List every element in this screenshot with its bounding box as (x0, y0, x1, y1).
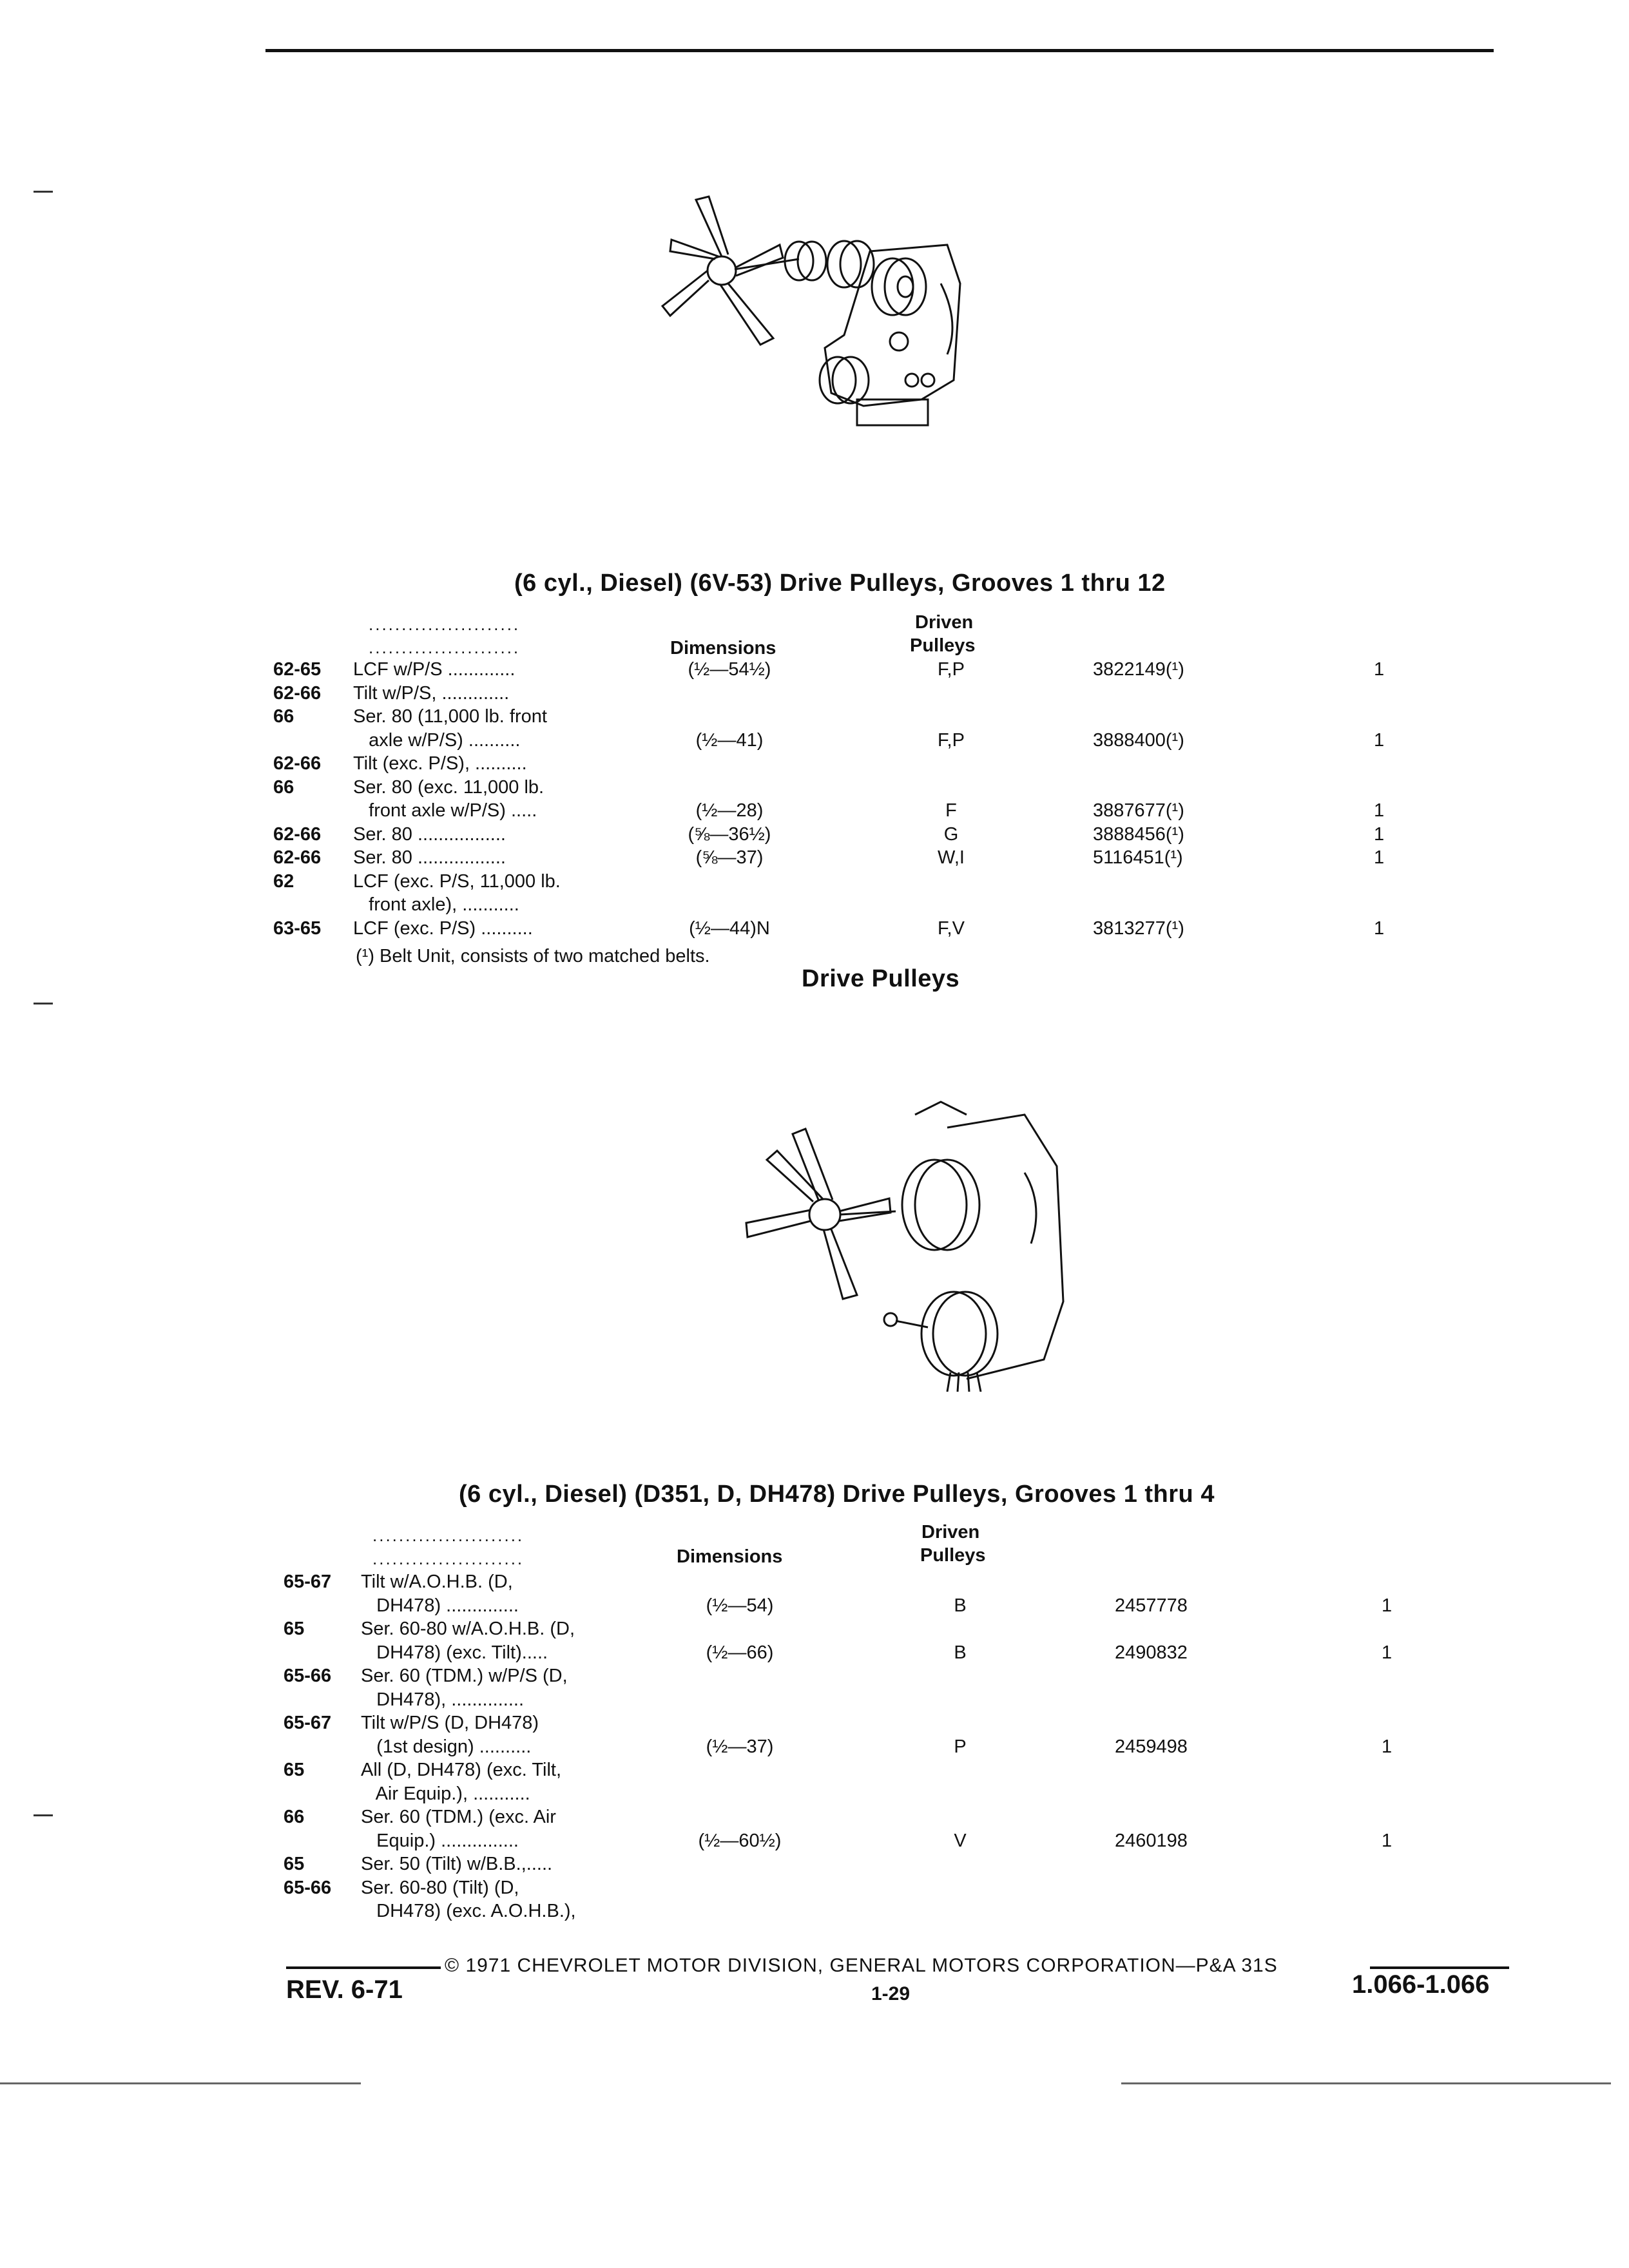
row-description: Tilt (exc. P/S), .......... (353, 753, 527, 774)
row-description: Tilt w/P/S, ............. (353, 682, 510, 704)
bottom-rule-right (1121, 2082, 1611, 2084)
row-description: Ser. 80 ................. (353, 847, 506, 868)
row-description: Ser. 80 (exc. 11,000 lb. (353, 776, 545, 798)
column-header-dimensions: Dimensions (670, 638, 776, 658)
row-quantity: 1 (1382, 1642, 1393, 1663)
row-part-number: 3888400(¹) (1093, 729, 1184, 751)
row-driven-pulleys: F,P (938, 729, 965, 751)
row-description: Equip.) ............... (361, 1830, 519, 1851)
row-quantity: 1 (1374, 659, 1385, 680)
row-driven-pulleys: W,I (938, 847, 965, 868)
row-description: Ser. 50 (Tilt) w/B.B.,..... (361, 1854, 553, 1874)
row-year: 65-67 (284, 1571, 332, 1592)
page-number: 1-29 (871, 1983, 911, 2004)
row-description: Ser. 80 (11,000 lb. front (353, 706, 547, 727)
row-year: 62-66 (273, 753, 322, 774)
row-description: LCF (exc. P/S) .......... (353, 918, 533, 939)
column-header-dimensions: Dimensions (677, 1546, 783, 1567)
row-quantity: 1 (1374, 847, 1385, 868)
column-header-pulleys: Pulleys (910, 635, 976, 656)
row-year: 62-66 (273, 847, 322, 868)
header-leader-dots: ....................... (369, 615, 521, 634)
row-description: (1st design) .......... (361, 1736, 532, 1757)
row-dimensions: (⅝—36½) (688, 823, 771, 845)
row-part-number: 2490832 (1115, 1642, 1188, 1663)
row-part-number: 2459498 (1115, 1736, 1188, 1757)
row-quantity: 1 (1382, 1830, 1393, 1851)
row-description: DH478), .............. (361, 1689, 525, 1710)
margin-mark (34, 1003, 53, 1004)
row-dimensions: (½—37) (706, 1736, 774, 1757)
row-dimensions: (½—41) (695, 729, 764, 751)
row-driven-pulleys: G (943, 823, 959, 845)
section-title: (6 cyl., Diesel) (D351, D, DH478) Drive Pulleys, Grooves 1 thru 4 (459, 1481, 1215, 1508)
fan-pulley-illustration-6v53 (651, 187, 986, 445)
row-year: 65 (284, 1760, 305, 1780)
row-quantity: 1 (1382, 1595, 1393, 1616)
row-dimensions: (⅝—37) (695, 847, 764, 868)
row-driven-pulleys: F,P (938, 659, 965, 680)
row-description: axle w/P/S) .......... (353, 729, 521, 751)
row-year: 62-66 (273, 682, 322, 704)
row-description: front axle w/P/S) ..... (353, 800, 537, 821)
row-description: Tilt w/P/S (D, DH478) (361, 1713, 539, 1733)
copyright-line: © 1971 CHEVROLET MOTOR DIVISION, GENERAL MOTORS CORPORATION—P&A 31S (445, 1955, 1278, 1976)
column-header-driven: Driven (915, 612, 974, 633)
footnote: (¹) Belt Unit, consists of two matched belts. (356, 946, 710, 966)
row-driven-pulleys: P (954, 1736, 967, 1757)
row-description: Ser. 60-80 (Tilt) (D, (361, 1877, 519, 1898)
row-year: 65 (284, 1854, 305, 1874)
row-dimensions: (½—44)N (689, 918, 770, 939)
row-description: Tilt w/A.O.H.B. (D, (361, 1571, 513, 1592)
row-description: All (D, DH478) (exc. Tilt, (361, 1760, 561, 1780)
row-quantity: 1 (1374, 918, 1385, 939)
bottom-rule-left (0, 2082, 361, 2084)
revision-label: REV. 6-71 (286, 1975, 403, 2004)
row-driven-pulleys: F,V (938, 918, 965, 939)
row-dimensions: (½—60½) (698, 1830, 782, 1851)
page-id: 1.066-1.066 (1352, 1970, 1490, 1999)
footer-rule-left (286, 1966, 441, 1969)
row-driven-pulleys: B (954, 1642, 967, 1663)
row-year: 65-66 (284, 1877, 332, 1898)
row-quantity: 1 (1374, 800, 1385, 821)
row-year: 66 (273, 706, 294, 727)
row-year: 63-65 (273, 918, 322, 939)
row-description: front axle), ........... (353, 894, 519, 915)
row-dimensions: (½—54) (706, 1595, 774, 1616)
row-driven-pulleys: B (954, 1595, 967, 1616)
row-year: 62 (273, 870, 294, 892)
top-rule (265, 49, 1494, 52)
row-part-number: 5116451(¹) (1093, 847, 1183, 868)
row-description: LCF (exc. P/S, 11,000 lb. (353, 870, 561, 892)
row-part-number: 2460198 (1115, 1830, 1188, 1851)
row-description: DH478) .............. (361, 1595, 519, 1616)
row-driven-pulleys: V (954, 1830, 967, 1851)
row-part-number: 3822149(¹) (1093, 659, 1184, 680)
row-year: 66 (273, 776, 294, 798)
row-quantity: 1 (1382, 1736, 1393, 1757)
section-title: Drive Pulleys (802, 965, 960, 992)
row-year: 65-67 (284, 1713, 332, 1733)
footer-rule-right (1370, 1966, 1509, 1969)
column-header-driven: Driven (921, 1522, 980, 1542)
row-part-number: 3887677(¹) (1093, 800, 1184, 821)
row-description: LCF w/P/S ............. (353, 659, 516, 680)
margin-mark (34, 191, 53, 193)
header-leader-dots: ....................... (372, 1526, 525, 1545)
row-description: DH478) (exc. Tilt)..... (361, 1642, 548, 1663)
row-year: 65 (284, 1619, 305, 1639)
row-driven-pulleys: F (945, 800, 957, 821)
row-year: 62-65 (273, 659, 322, 680)
header-leader-dots: ....................... (372, 1549, 525, 1568)
row-year: 66 (284, 1807, 305, 1827)
header-leader-dots: ....................... (369, 638, 521, 657)
row-year: 62-66 (273, 823, 322, 845)
row-description: Ser. 60 (TDM.) w/P/S (D, (361, 1666, 568, 1686)
margin-mark (34, 1814, 53, 1816)
row-description: Ser. 80 ................. (353, 823, 506, 845)
row-quantity: 1 (1374, 729, 1385, 751)
row-description: DH478) (exc. A.O.H.B.), (361, 1901, 576, 1921)
row-dimensions: (½—54½) (688, 659, 771, 680)
row-part-number: 3888456(¹) (1093, 823, 1184, 845)
row-part-number: 2457778 (1115, 1595, 1188, 1616)
row-description: Ser. 60 (TDM.) (exc. Air (361, 1807, 556, 1827)
row-description: Ser. 60-80 w/A.O.H.B. (D, (361, 1619, 575, 1639)
row-description: Air Equip.), ........... (361, 1783, 530, 1804)
row-dimensions: (½—66) (706, 1642, 774, 1663)
column-header-pulleys: Pulleys (920, 1545, 986, 1566)
row-part-number: 3813277(¹) (1093, 918, 1184, 939)
section-title: (6 cyl., Diesel) (6V-53) Drive Pulleys, Grooves 1 thru 12 (514, 570, 1166, 597)
row-quantity: 1 (1374, 823, 1385, 845)
row-dimensions: (½—28) (695, 800, 764, 821)
fan-pulley-illustration-d351 (722, 1089, 1083, 1392)
row-year: 65-66 (284, 1666, 332, 1686)
